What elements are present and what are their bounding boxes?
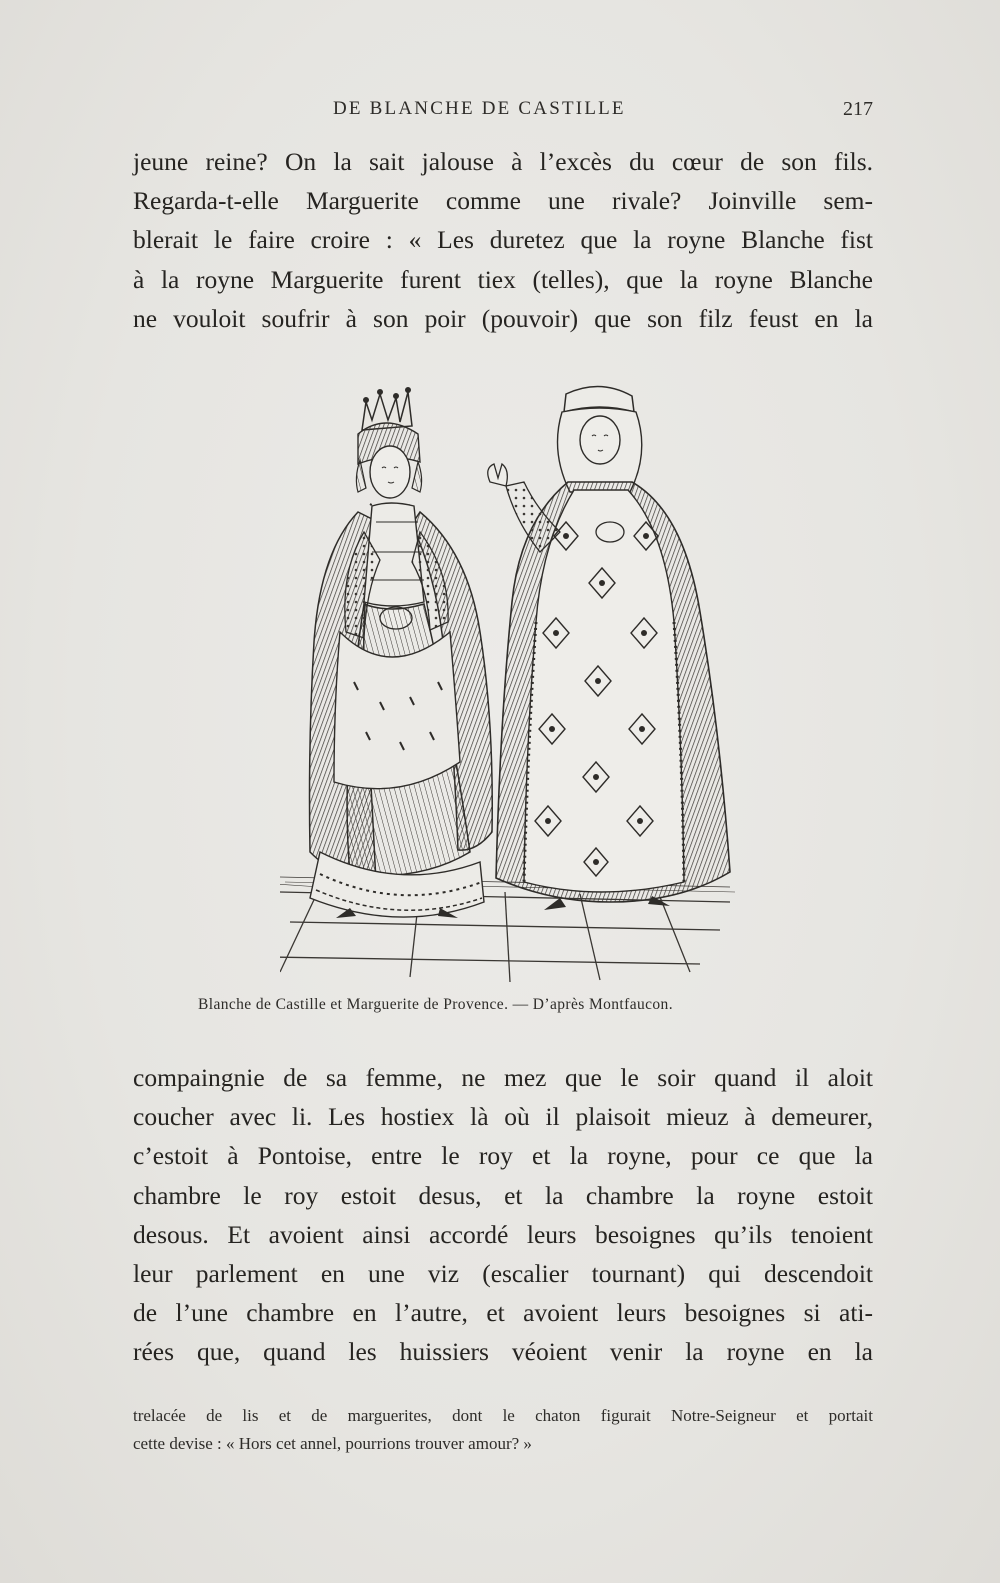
- text-line: blerait le faire croire : « Les duretez que la royne Blanche fist: [133, 225, 873, 255]
- text-line: de l’une chambre en l’autre, et avoient leurs besoignes si ati-: [133, 1298, 873, 1328]
- text-line: rées que, quand les huissiers véoient venir la royne en la: [133, 1337, 873, 1367]
- text-line: compaingnie de sa femme, ne mez que le soir quand il aloit: [133, 1063, 873, 1092]
- figure-caption: Blanche de Castille et Marguerite de Provence. — D’après Montfaucon.: [198, 996, 673, 1013]
- running-title: DE BLANCHE DE CASTILLE: [333, 98, 626, 119]
- text-line: coucher avec li. Les hostiex là où il plaisoit mieuz à demeurer,: [133, 1102, 873, 1132]
- figure-blanche: [488, 386, 730, 910]
- engraving-svg: [280, 382, 740, 984]
- body-text-top: [133, 142, 873, 338]
- text-line: desous. Et avoient ainsi accordé leurs besoignes qu’ils tenoient: [133, 1219, 873, 1249]
- page-header: [133, 98, 873, 128]
- text-line: chambre le roy estoit desus, et la chambre la royne estoit: [133, 1180, 873, 1210]
- text-line: jeune reine? On la sait jalouse à l’excès du cœur de son fils.: [133, 147, 873, 176]
- figure-marguerite: [310, 387, 493, 918]
- text-line: ne vouloit soufrir à son poir (pouvoir) que son filz feust en la: [133, 303, 873, 333]
- footnote-line: trelacée de lis et de marguerites, dont le chaton figurait Notre-Seigneur et portait: [133, 1406, 873, 1425]
- engraving-illustration: [280, 382, 740, 984]
- text-line: leur parlement en une viz (escalier tournant) qui descendoit: [133, 1258, 873, 1288]
- footnote-line: cette devise : « Hors cet annel, pourrions trouver amour? »: [133, 1434, 532, 1453]
- footnotes: [133, 1402, 873, 1458]
- body-text-bottom: [133, 1058, 873, 1372]
- page-number: 217: [843, 98, 873, 120]
- text-line: c’estoit à Pontoise, entre le roy et la royne, pour ce que la: [133, 1141, 873, 1171]
- text-line: Regarda-t-elle Marguerite comme une rivale? Joinville sem-: [133, 186, 873, 216]
- text-line: à la royne Marguerite furent tiex (telles), que la royne Blanche: [133, 264, 873, 294]
